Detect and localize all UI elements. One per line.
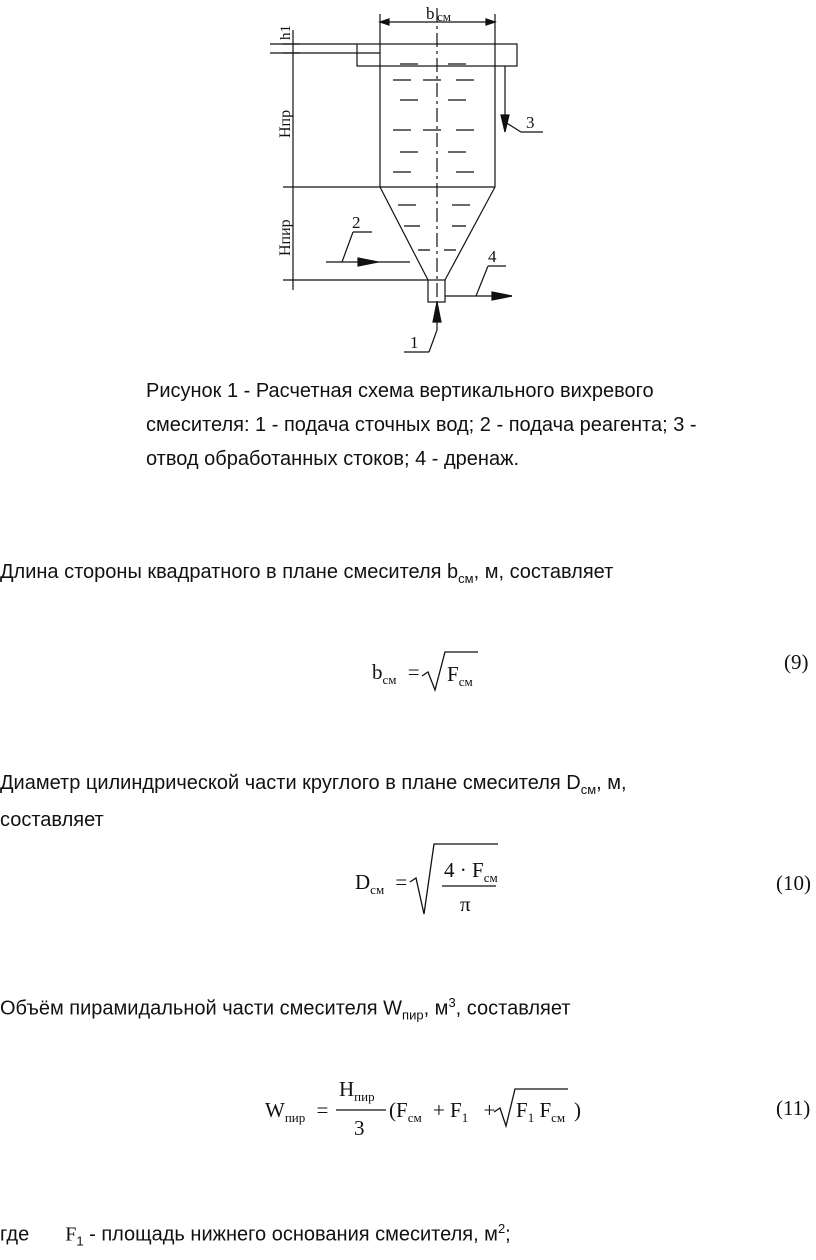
callout-1: 1 bbox=[410, 333, 419, 352]
eq11-numerator: $H_{пир}$ bbox=[339, 1077, 375, 1105]
eq11-radicand: $F_1$ $F_{см}$ bbox=[516, 1098, 566, 1126]
eq11-bracket-terms: ($F_{см} + F_1$ + bbox=[389, 1098, 496, 1126]
paragraph-diameter: Диаметр цилиндрической части круглого в плане смесителя $D_{см}$, м, составляет bbox=[0, 772, 627, 831]
hpr-label: Hпр bbox=[277, 109, 294, 138]
equation-9: $b_{см}$ = bbox=[372, 660, 420, 688]
eq10-numerator: $4 \cdot F_{см}$ bbox=[444, 858, 498, 886]
mixer-diagram bbox=[0, 0, 816, 365]
cone-left bbox=[380, 187, 428, 280]
callout-3: 3 bbox=[526, 113, 535, 132]
eq11-number: (11) bbox=[776, 1096, 811, 1120]
eq9-radicand: $F_{см}$ bbox=[447, 662, 473, 690]
paragraph-where: где $F_1$ - площадь нижнего основания смесителя, $м^2$; bbox=[0, 1221, 511, 1249]
bsm-label-sub: см bbox=[437, 9, 451, 24]
equation-11: $W_{пир}$ = bbox=[265, 1098, 329, 1126]
equation-10: $D_{см}$ = bbox=[355, 870, 408, 898]
hpir-label: Hпир bbox=[277, 219, 294, 256]
paragraph-side-length: Длина стороны квадратного в плане смесителя $b_{см}$, м, составляет bbox=[0, 561, 614, 586]
water-level-dashes bbox=[393, 64, 474, 250]
bsm-label: b bbox=[426, 4, 435, 23]
eq11-close-paren: ) bbox=[574, 1098, 581, 1122]
h1-label: h1 bbox=[278, 25, 294, 40]
callout-2: 2 bbox=[352, 213, 361, 232]
eq10-number: (10) bbox=[776, 871, 811, 895]
callout-4: 4 bbox=[488, 247, 497, 266]
eq10-denominator: π bbox=[460, 892, 471, 916]
eq11-denominator: 3 bbox=[354, 1116, 365, 1140]
figure-caption: Рисунок 1 - Расчетная схема вертикального вихревого смесителя: 1 - подача сточных вод; 2 - подача реагента; 3 - отвод обработанных стоков; 4 - дренаж. bbox=[146, 380, 697, 470]
paragraph-volume: Объём пирамидальной части смесителя $W_{пир}$, $м^3$, составляет bbox=[0, 995, 571, 1023]
eq11-fraction-bar bbox=[336, 1108, 386, 1112]
eq9-number: (9) bbox=[784, 650, 809, 674]
